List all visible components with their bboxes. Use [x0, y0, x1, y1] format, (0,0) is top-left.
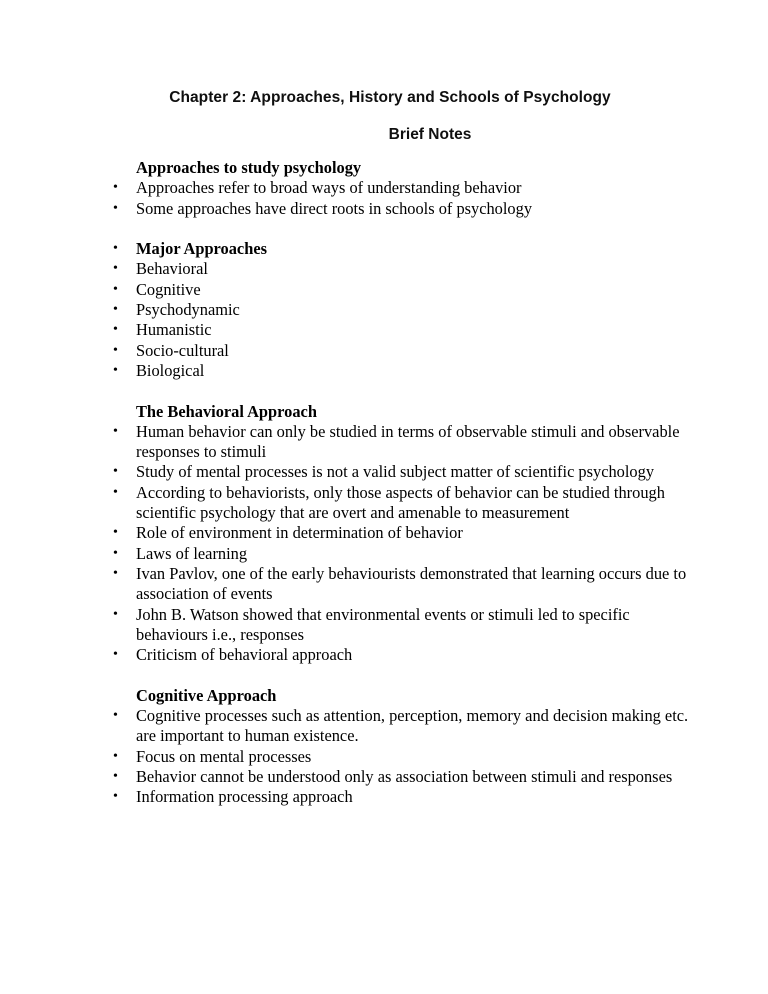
list-item [113, 605, 693, 646]
document-subtitle: Brief Notes [388, 126, 472, 143]
document-section [113, 686, 693, 808]
bullet-list [113, 422, 693, 666]
list-item-text: Human behavior can only be studied in terms of observable stimuli and observable responses to stimuli [136, 421, 680, 462]
list-item-text: Approaches refer to broad ways of understanding behavior [136, 178, 522, 198]
list-item [113, 767, 693, 787]
list-item [113, 544, 693, 564]
section-heading: Cognitive Approach [136, 685, 277, 705]
list-item [113, 239, 693, 259]
section-heading: Approaches to study psychology [136, 158, 362, 177]
list-item [113, 199, 693, 219]
list-item [113, 645, 693, 665]
list-item [113, 178, 693, 198]
list-item [113, 259, 693, 279]
list-item-text: Behavioral [136, 259, 208, 279]
document-body [113, 158, 693, 808]
document-section [113, 402, 693, 666]
list-item [113, 787, 693, 807]
list-item-text: Psychodynamic [136, 300, 240, 320]
list-item-text: Laws of learning [136, 543, 248, 563]
blank-line [113, 219, 693, 239]
list-item-text: John B. Watson showed that environmental events or stimuli led to specific behaviours i.e., responses [136, 604, 630, 644]
list-item [113, 462, 693, 482]
list-item-text: Behavior cannot be understood only as association between stimuli and responses [136, 766, 673, 786]
list-item [113, 483, 693, 524]
list-item-text: According to behaviorists, only those aspects of behavior can be studied through scientific psychology that are overt and amenable to measurement [136, 482, 665, 523]
list-item-text: Ivan Pavlov, one of the early behaviourists demonstrated that learning occurs due to association of events [136, 563, 687, 604]
list-item-text: Cognitive processes such as attention, perception, memory and decision making etc. are important to human existence. [136, 706, 689, 746]
list-item-text: Major Approaches [136, 239, 267, 259]
bullet-list [113, 706, 693, 807]
list-item [113, 564, 693, 605]
list-item [113, 320, 693, 340]
section-heading: The Behavioral Approach [136, 401, 317, 421]
list-item-text: Study of mental processes is not a valid subject matter of scientific psychology [136, 462, 655, 482]
bullet-list [113, 178, 693, 381]
list-item [113, 523, 693, 543]
list-item [113, 280, 693, 300]
list-item-text: Criticism of behavioral approach [136, 645, 353, 665]
list-item-text: Some approaches have direct roots in schools of psychology [136, 198, 533, 218]
list-item-text: Cognitive [136, 279, 201, 299]
list-item [113, 422, 693, 463]
list-item-text: Role of environment in determination of behavior [136, 523, 463, 543]
list-item-text: Information processing approach [136, 787, 353, 807]
list-item [113, 361, 693, 381]
list-item [113, 706, 693, 747]
list-item [113, 341, 693, 361]
list-item [113, 747, 693, 767]
list-item-text: Focus on mental processes [136, 746, 312, 766]
list-item [113, 300, 693, 320]
list-item-text: Socio-cultural [136, 340, 229, 360]
document-title: Chapter 2: Approaches, History and Schools of Psychology [169, 89, 611, 106]
list-item-text: Biological [136, 360, 205, 380]
list-item-text: Humanistic [136, 320, 212, 340]
document-section [113, 158, 693, 381]
